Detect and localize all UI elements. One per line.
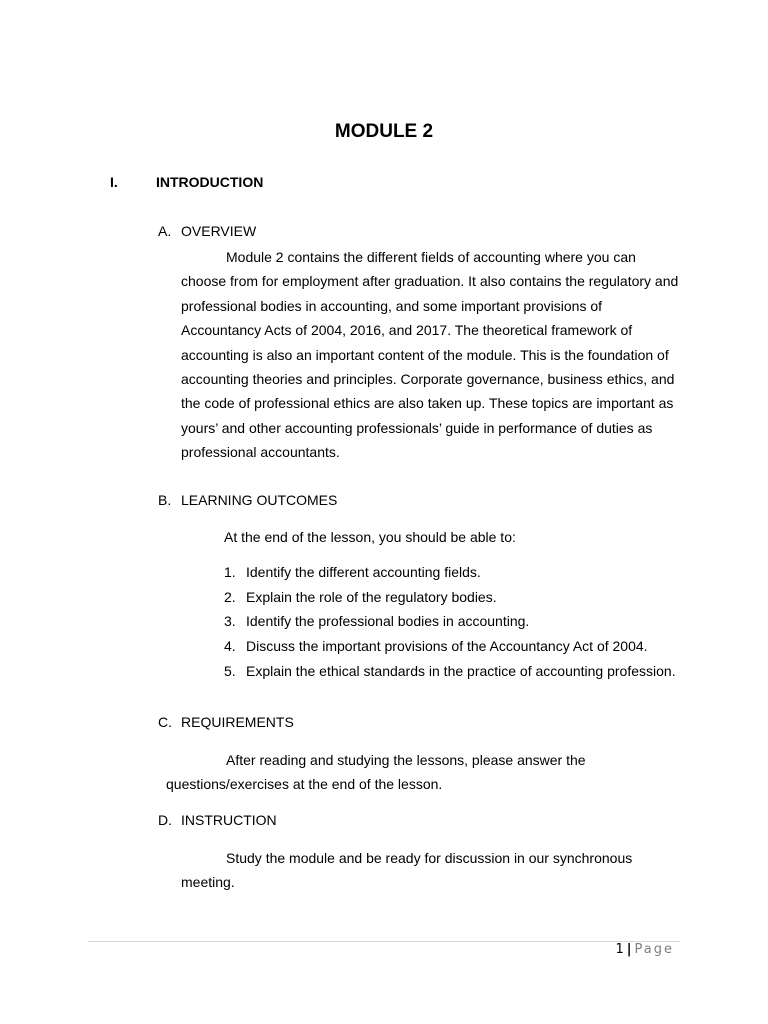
overview-paragraph: Module 2 contains the different fields of accounting where you can choose from for employment after graduation. It also contains the regulatory and professional bodies in accounting, and some important provisions of Accountancy Acts of 2004, 2016, and 2017. The theoretical framework of accounting is also an important content of the module. This is the foundation of accounting theories and principles. Corporate governance, business ethics, and the code of professional ethics are also taken up. These topics are important as yours’ and other accounting professionals’ guide in performance of duties as professional accountants. <box>181 249 679 461</box>
instruction-heading: INSTRUCTION <box>181 812 277 828</box>
list-item-text: Discuss the important provisions of the Accountancy Act of 2004. <box>246 638 648 655</box>
page-title: MODULE 2 <box>334 121 434 142</box>
list-item-number: 4. <box>224 638 236 655</box>
list-item-number: 2. <box>224 588 236 605</box>
list-item-text: Explain the ethical standards in the practice of accounting profession. <box>246 662 676 679</box>
section-title: INTRODUCTION <box>156 174 264 190</box>
list-item-text: Identify the professional bodies in accounting. <box>246 613 530 630</box>
page-number: 1 <box>615 942 624 957</box>
requirements-heading: REQUIREMENTS <box>181 714 294 730</box>
learning-outcomes-letter: B. <box>158 492 172 508</box>
list-item-text: Identify the different accounting fields. <box>246 564 481 580</box>
list-item-number: 1. <box>224 564 236 580</box>
page-footer <box>615 942 674 957</box>
overview-letter: A. <box>158 223 172 239</box>
page-separator: | <box>626 942 632 957</box>
instruction-letter: D. <box>158 812 172 828</box>
list-item-text: Explain the role of the regulatory bodies. <box>246 588 497 605</box>
requirements-letter: C. <box>158 714 172 730</box>
learning-outcomes-heading: LEARNING OUTCOMES <box>181 492 338 508</box>
section-number: I. <box>110 174 118 190</box>
requirements-paragraph: After reading and studying the lessons, please answer the questions/exercises at the end of the lesson. <box>166 752 586 793</box>
instruction-paragraph: Study the module and be ready for discussion in our synchronous meeting. <box>181 850 633 891</box>
page-label: Page <box>634 942 674 957</box>
list-item-number: 3. <box>224 613 236 630</box>
overview-heading: OVERVIEW <box>181 223 257 239</box>
footer-divider <box>88 941 680 942</box>
list-item-number: 5. <box>224 662 236 679</box>
learning-outcomes-intro: At the end of the lesson, you should be able to: <box>224 529 516 545</box>
